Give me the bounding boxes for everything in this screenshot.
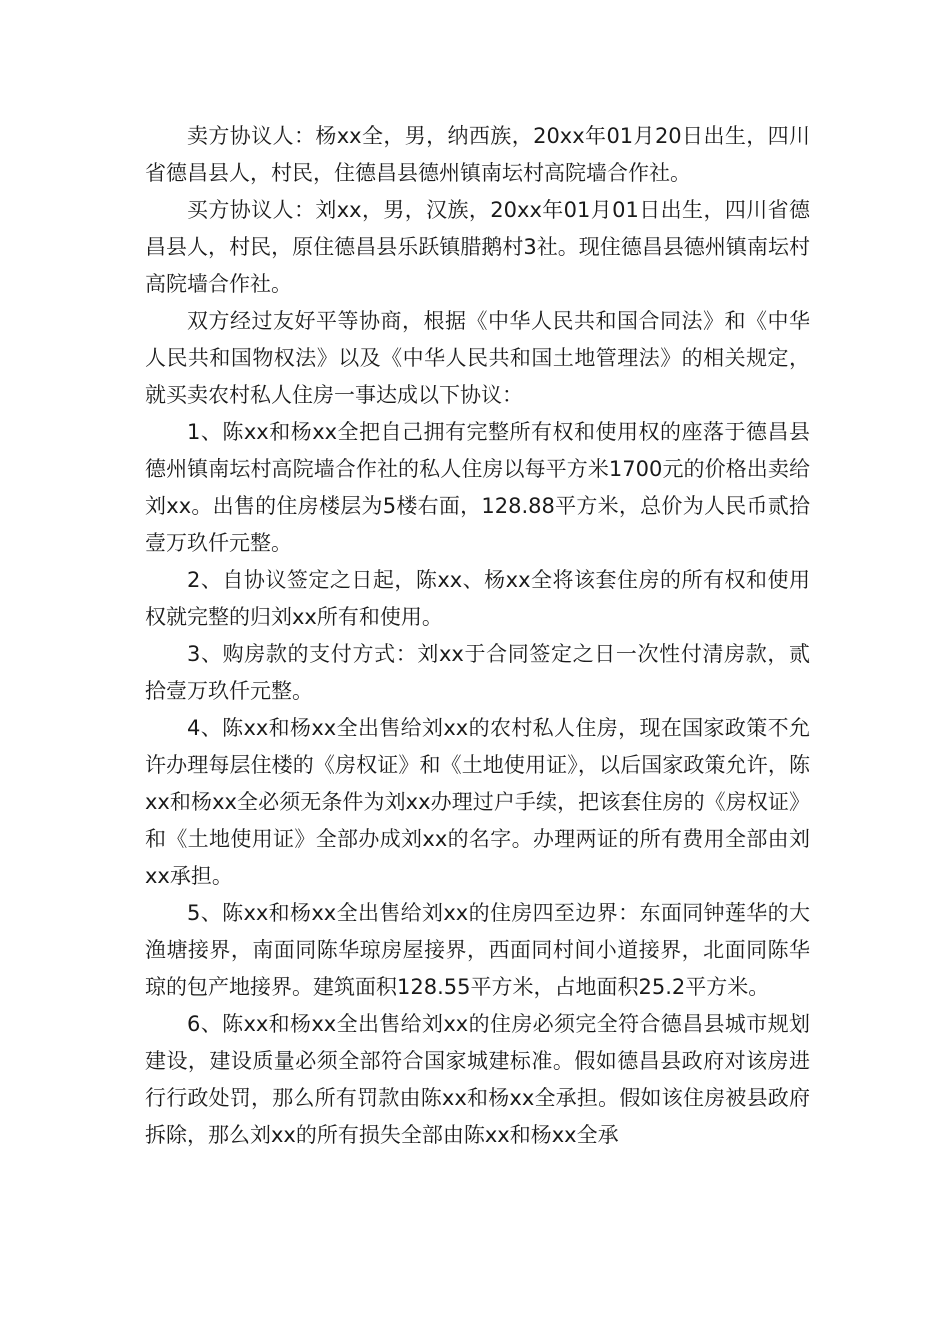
buyer-paragraph: 买方协议人：刘xx，男，汉族，20xx年01月01日出生，四川省德昌县人，村民，原住德昌县乐跃镇腊鹅村3社。现住德昌县德州镇南坛村高院墙合作社。 (145, 198, 810, 296)
seller-paragraph: 卖方协议人：杨xx全，男，纳西族，20xx年01月20日出生，四川省德昌县人，村民，住德昌县德州镇南坛村高院墙合作社。 (145, 124, 810, 185)
clause-3-paragraph: 3、购房款的支付方式：刘xx于合同签定之日一次性付清房款，贰拾壹万玖仟元整。 (145, 642, 810, 703)
clause-5-paragraph: 5、陈xx和杨xx全出售给刘xx的住房四至边界：东面同钟莲华的大渔塘接界，南面同陈华琼房屋接界，西面同村间小道接界，北面同陈华琼的包产地接界。建筑面积128.55平方米，占地面积25.2平方米。 (145, 901, 810, 999)
clause-4-paragraph: 4、陈xx和杨xx全出售给刘xx的农村私人住房，现在国家政策不允许办理每层住楼的《房权证》和《土地使用证》，以后国家政策允许，陈xx和杨xx全必须无条件为刘xx办理过户手续，把该套住房的《房权证》和《土地使用证》全部办成刘xx的名字。办理两证的所有费用全部由刘xx承担。 (145, 716, 810, 888)
document-body (145, 118, 810, 1154)
preamble-paragraph: 双方经过友好平等协商，根据《中华人民共和国合同法》和《中华人民共和国物权法》以及《中华人民共和国土地管理法》的相关规定，就买卖农村私人住房一事达成以下协议： (145, 309, 810, 407)
clause-2-paragraph: 2、自协议签定之日起，陈xx、杨xx全将该套住房的所有权和使用权就完整的归刘xx所有和使用。 (145, 568, 810, 629)
clause-1-paragraph: 1、陈xx和杨xx全把自己拥有完整所有权和使用权的座落于德昌县德州镇南坛村高院墙合作社的私人住房以每平方米1700元的价格出卖给刘xx。出售的住房楼层为5楼右面，128.88平方米，总价为人民币贰拾壹万玖仟元整。 (145, 420, 810, 555)
clause-6-paragraph: 6、陈xx和杨xx全出售给刘xx的住房必须完全符合德昌县城市规划建设，建设质量必须全部符合国家城建标准。假如德昌县政府对该房进行行政处罚，那么所有罚款由陈xx和杨xx全承担。假如该住房被县政府拆除，那么刘xx的所有损失全部由陈xx和杨xx全承 (145, 1012, 810, 1147)
